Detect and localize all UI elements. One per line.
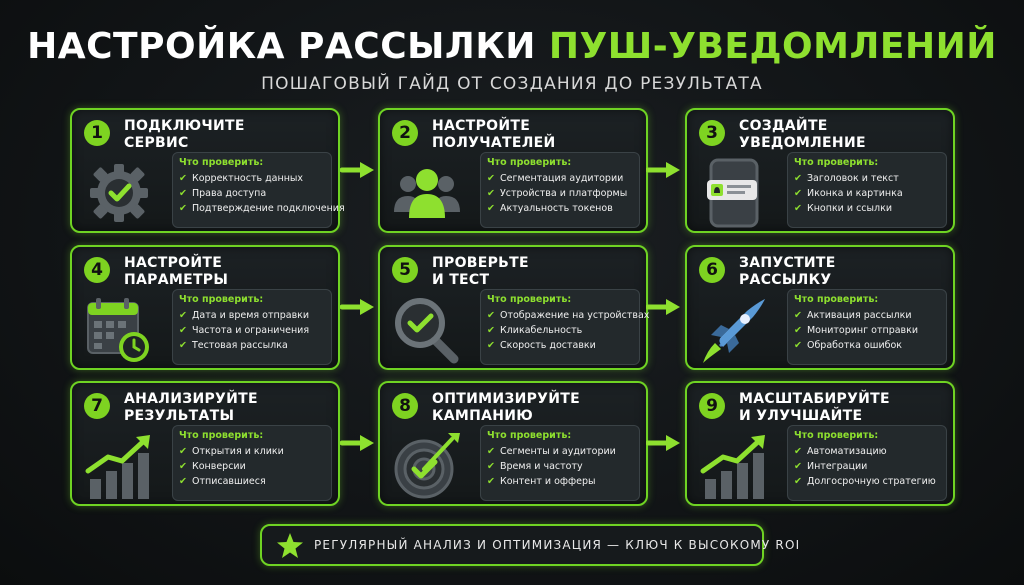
check-icon: ✔	[487, 310, 495, 321]
checklist-heading: Что проверить:	[794, 294, 879, 305]
checklist-item: ✔ Частота и ограничения	[179, 325, 310, 336]
checklist-item: ✔ Актуальность токенов	[487, 203, 613, 214]
step-title: НАСТРОЙТЕ ПАРАМЕТРЫ	[124, 255, 229, 288]
check-icon: ✔	[487, 340, 495, 351]
checklist-item: ✔ Время и частоту	[487, 461, 583, 472]
check-icon: ✔	[179, 476, 187, 487]
checklist	[172, 289, 332, 365]
checklist-heading: Что проверить:	[179, 294, 264, 305]
check-icon: ✔	[487, 461, 495, 472]
checklist-item: ✔ Мониторинг отправки	[794, 325, 919, 336]
step-number: 5	[392, 257, 418, 283]
step-title: ПОДКЛЮЧИТЕ СЕРВИС	[124, 118, 245, 151]
growth-chart-icon	[82, 429, 156, 503]
step-number: 2	[392, 120, 418, 146]
title-white-part: НАСТРОЙКА РАССЫЛКИ	[27, 26, 549, 67]
calendar-clock-icon	[82, 293, 156, 367]
checklist-item: ✔ Тестовая рассылка	[179, 340, 288, 351]
check-icon: ✔	[179, 325, 187, 336]
title-green-part: ПУШ-УВЕДОМЛЕНИЙ	[548, 26, 997, 67]
step-card-7	[70, 381, 340, 506]
checklist-item: ✔ Дата и время отправки	[179, 310, 310, 321]
arrow-right-icon	[646, 433, 682, 453]
star-icon	[276, 532, 304, 560]
check-icon: ✔	[794, 310, 802, 321]
step-number: 1	[84, 120, 110, 146]
checklist-item: ✔ Конверсии	[179, 461, 246, 472]
checklist	[172, 152, 345, 228]
step-card-8	[378, 381, 648, 506]
checklist-heading: Что проверить:	[487, 430, 572, 441]
checklist-item: ✔ Иконка и картинка	[794, 188, 903, 199]
step-title: ПРОВЕРЬТЕ И ТЕСТ	[432, 255, 529, 288]
rocket-icon	[697, 293, 771, 367]
checklist-item: ✔ Корректность данных	[179, 173, 304, 184]
arrow-right-icon	[340, 297, 376, 317]
check-icon: ✔	[794, 188, 802, 199]
check-icon: ✔	[487, 188, 495, 199]
step-title: НАСТРОЙТЕ ПОЛУЧАТЕЛЕЙ	[432, 118, 556, 151]
step-number: 6	[699, 257, 725, 283]
growth-chart-icon	[697, 429, 771, 503]
check-icon: ✔	[794, 461, 802, 472]
checklist-item: ✔ Сегменты и аудитории	[487, 446, 616, 457]
checklist-item: ✔ Скорость доставки	[487, 340, 596, 351]
check-icon: ✔	[487, 446, 495, 457]
magnifier-check-icon	[390, 293, 464, 367]
checklist	[480, 152, 640, 228]
checklist-heading: Что проверить:	[487, 294, 572, 305]
checklist-item: ✔ Заголовок и текст	[794, 173, 899, 184]
target-check-icon	[390, 429, 464, 503]
check-icon: ✔	[487, 173, 495, 184]
arrow-right-icon	[340, 160, 376, 180]
checklist-item: ✔ Сегментация аудитории	[487, 173, 624, 184]
step-card-2	[378, 108, 648, 233]
check-icon: ✔	[487, 203, 495, 214]
checklist	[172, 425, 332, 501]
check-icon: ✔	[179, 461, 187, 472]
check-icon: ✔	[179, 188, 187, 199]
check-icon: ✔	[794, 203, 802, 214]
checklist	[787, 289, 947, 365]
arrow-right-icon	[646, 160, 682, 180]
step-title: СОЗДАЙТЕ УВЕДОМЛЕНИЕ	[739, 118, 866, 151]
step-card-4	[70, 245, 340, 370]
checklist-item: ✔ Отображение на устройствах	[487, 310, 650, 321]
page-title	[0, 26, 1024, 67]
check-icon: ✔	[794, 446, 802, 457]
step-title: МАСШТАБИРУЙТЕ И УЛУЧШАЙТЕ	[739, 391, 890, 424]
checklist-item: ✔ Отписавшиеся	[179, 476, 266, 487]
check-icon: ✔	[487, 325, 495, 336]
check-icon: ✔	[487, 476, 495, 487]
checklist-heading: Что проверить:	[487, 157, 572, 168]
checklist-item: ✔ Обработка ошибок	[794, 340, 903, 351]
check-icon: ✔	[794, 173, 802, 184]
check-icon: ✔	[794, 340, 802, 351]
page-subtitle: ПОШАГОВЫЙ ГАЙД ОТ СОЗДАНИЯ ДО РЕЗУЛЬТАТА	[261, 74, 763, 94]
checklist	[787, 152, 947, 228]
step-number: 7	[84, 393, 110, 419]
step-card-3	[685, 108, 955, 233]
check-icon: ✔	[179, 310, 187, 321]
step-card-1	[70, 108, 345, 233]
step-number: 8	[392, 393, 418, 419]
step-number: 3	[699, 120, 725, 146]
step-number: 4	[84, 257, 110, 283]
check-icon: ✔	[179, 173, 187, 184]
check-icon: ✔	[794, 325, 802, 336]
checklist-item: ✔ Кнопки и ссылки	[794, 203, 893, 214]
footer-text: РЕГУЛЯРНЫЙ АНАЛИЗ И ОПТИМИЗАЦИЯ — КЛЮЧ К ВЫСОКОМУ ROI	[314, 538, 801, 552]
check-icon: ✔	[794, 476, 802, 487]
gear-check-icon	[82, 156, 156, 230]
step-card-5	[378, 245, 648, 370]
checklist-item: ✔ Подтверждение подключения	[179, 203, 345, 214]
checklist-heading: Что проверить:	[794, 157, 879, 168]
users-icon	[390, 156, 464, 230]
step-card-6	[685, 245, 955, 370]
checklist-item: ✔ Права доступа	[179, 188, 267, 199]
checklist-item: ✔ Устройства и платформы	[487, 188, 628, 199]
arrow-right-icon	[340, 433, 376, 453]
checklist	[787, 425, 947, 501]
checklist-heading: Что проверить:	[179, 157, 264, 168]
checklist-item: ✔ Долгосрочную стратегию	[794, 476, 936, 487]
step-card-9	[685, 381, 955, 506]
checklist-item: ✔ Открытия и клики	[179, 446, 284, 457]
step-number: 9	[699, 393, 725, 419]
check-icon: ✔	[179, 340, 187, 351]
checklist-item: ✔ Контент и офферы	[487, 476, 596, 487]
check-icon: ✔	[179, 203, 187, 214]
arrow-right-icon	[646, 297, 682, 317]
checklist-item: ✔ Кликабельность	[487, 325, 583, 336]
checklist	[480, 289, 650, 365]
phone-notification-icon	[697, 156, 771, 230]
checklist-item: ✔ Активация рассылки	[794, 310, 912, 321]
step-title: ОПТИМИЗИРУЙТЕ КАМПАНИЮ	[432, 391, 580, 424]
step-title: ЗАПУСТИТЕ РАССЫЛКУ	[739, 255, 836, 288]
checklist-item: ✔ Интеграции	[794, 461, 868, 472]
checklist-item: ✔ Автоматизацию	[794, 446, 887, 457]
check-icon: ✔	[179, 446, 187, 457]
footer-banner	[260, 524, 801, 566]
checklist-heading: Что проверить:	[179, 430, 264, 441]
step-title: АНАЛИЗИРУЙТЕ РЕЗУЛЬТАТЫ	[124, 391, 258, 424]
checklist-heading: Что проверить:	[794, 430, 879, 441]
checklist	[480, 425, 640, 501]
